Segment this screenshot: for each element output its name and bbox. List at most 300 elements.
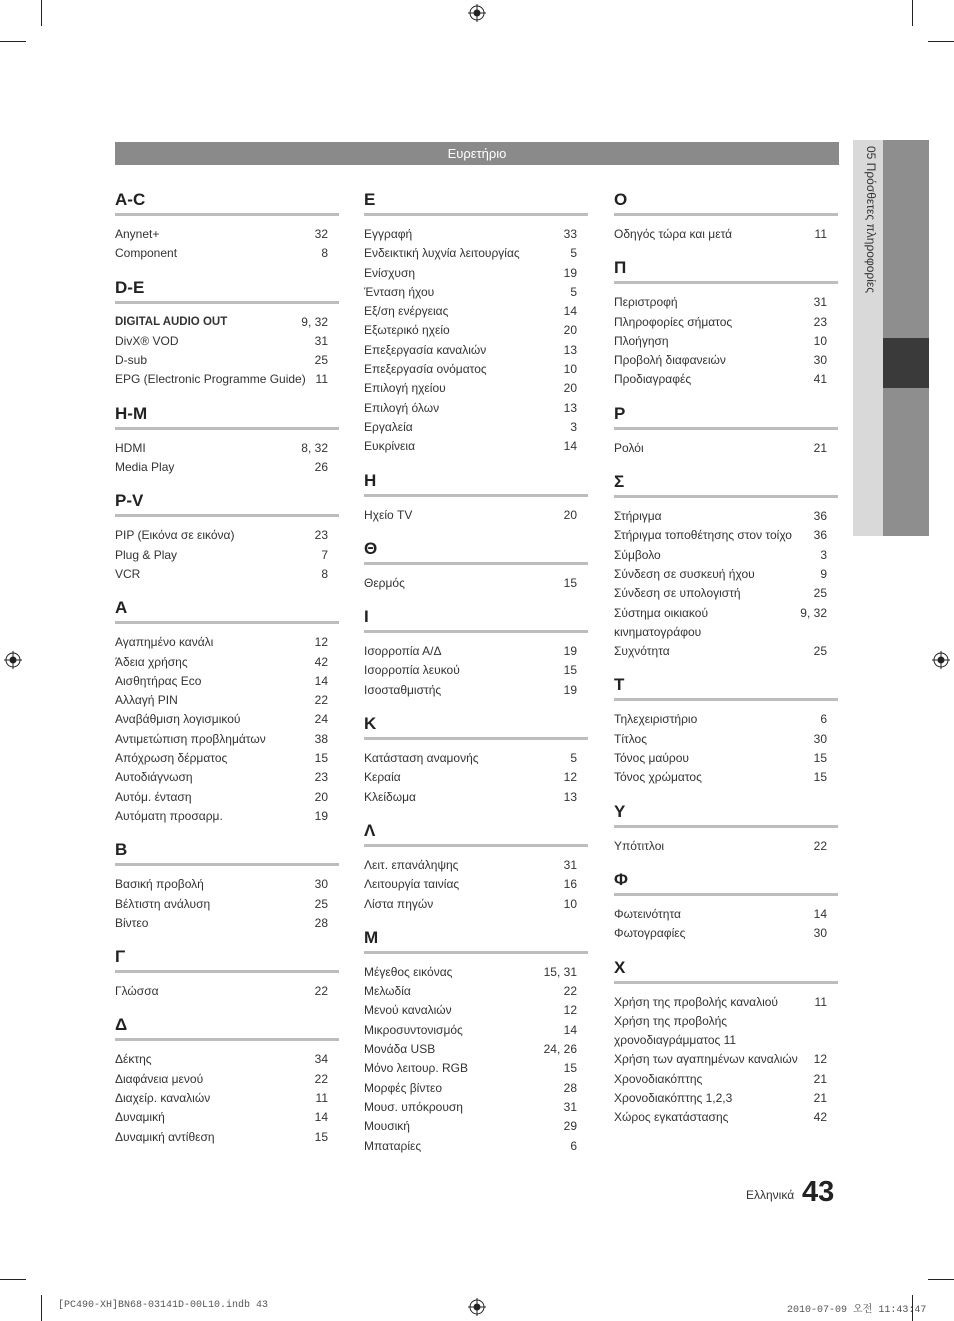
crop-mark [912, 0, 913, 26]
index-page-ref: 30 [813, 926, 827, 941]
index-entry [115, 313, 339, 332]
page-number: 43 [802, 1176, 835, 1208]
index-page-ref: 16 [563, 877, 577, 892]
index-page-ref: 14 [563, 304, 577, 319]
index-entry [364, 574, 588, 593]
index-term: Αυτόμ. ένταση [115, 789, 192, 804]
index-page-ref: 19 [563, 682, 577, 697]
index-page-ref: 10 [813, 333, 827, 348]
index-page-ref: 15, 31 [543, 964, 577, 979]
index-entry [115, 351, 339, 370]
index-term: Στήριγμα [614, 509, 662, 524]
index-entry [614, 642, 838, 661]
index-page-ref: 32 [314, 227, 328, 241]
index-entry [364, 1079, 588, 1098]
index-page-ref: 23 [813, 314, 827, 329]
index-section [364, 928, 588, 1156]
index-page-ref: 19 [563, 265, 577, 280]
index-entry [614, 1012, 838, 1051]
index-page-ref: 28 [314, 915, 328, 930]
index-term: Τόνος χρώματος [614, 770, 702, 785]
index-term: EPG (Electronic Programme Guide) [115, 372, 306, 387]
index-term: Επιλογή όλων [364, 400, 440, 415]
index-entry [364, 283, 588, 302]
index-term: Στήριγμα τοποθέτησης στον τοίχο [614, 528, 792, 543]
index-page-ref: 25 [813, 644, 827, 659]
index-entry [614, 439, 838, 458]
index-term: Σύνδεση σε υπολογιστή [614, 586, 741, 601]
index-entry [115, 982, 339, 1001]
crop-mark [41, 0, 42, 26]
index-term: Περιστροφή [614, 295, 678, 310]
index-entry [115, 458, 339, 477]
index-page-ref: 12 [563, 1003, 577, 1018]
crop-mark [0, 1279, 26, 1280]
registration-mark-icon [4, 651, 22, 669]
index-entry [614, 507, 838, 526]
index-entry [614, 351, 838, 370]
index-entry [364, 875, 588, 894]
index-entry [364, 661, 588, 680]
index-term: Φωτογραφίες [614, 926, 686, 941]
index-term: Ευκρίνεια [364, 439, 416, 454]
index-page-ref: 20 [563, 381, 577, 396]
index-page-ref: 23 [314, 528, 328, 543]
index-entry [115, 332, 339, 351]
index-section [364, 714, 588, 807]
index-section [614, 472, 838, 661]
index-entry [364, 321, 588, 340]
index-entry [364, 642, 588, 661]
index-page-ref: 14 [314, 1110, 328, 1125]
index-entry [364, 1117, 588, 1136]
index-term: Χρονοδιακόπτης [614, 1071, 703, 1086]
index-entry [614, 225, 838, 244]
index-page-ref: 36 [813, 509, 827, 524]
index-page-ref: 30 [813, 353, 827, 368]
index-page-ref: 24, 26 [543, 1042, 577, 1057]
index-page-ref: 14 [563, 439, 577, 454]
index-page-ref: 20 [563, 323, 577, 338]
section-heading: Λ [364, 821, 588, 847]
index-entry [115, 672, 339, 691]
index-entry [364, 244, 588, 263]
index-page-ref: 9, 32 [301, 314, 328, 329]
index-entry [115, 244, 339, 263]
index-term: Αγαπημένο κανάλι [115, 635, 214, 650]
index-section [614, 404, 838, 458]
section-heading: Ο [614, 190, 838, 216]
index-page-ref: 15 [813, 770, 827, 785]
index-page-ref: 15 [563, 575, 577, 590]
index-term: Εγγραφή [364, 227, 413, 241]
section-heading: Β [115, 840, 339, 866]
section-heading: Α [115, 598, 339, 624]
index-entry [614, 313, 838, 332]
section-heading: Σ [614, 472, 838, 498]
chapter-tab-active-marker [883, 338, 929, 388]
index-page-ref: 15 [314, 1129, 328, 1144]
index-entry [364, 418, 588, 437]
index-term: Βασική προβολή [115, 877, 204, 892]
index-entry [614, 905, 838, 924]
index-section [614, 258, 838, 389]
index-entry [364, 437, 588, 456]
index-term: Ισοσταθμιστής [364, 682, 442, 697]
section-heading: Γ [115, 947, 339, 973]
index-page-ref: 22 [813, 838, 827, 853]
index-entry [614, 604, 838, 643]
index-page-ref: 25 [314, 896, 328, 911]
index-section [364, 821, 588, 914]
index-entry [364, 302, 588, 321]
index-term: Γλώσσα [115, 984, 159, 999]
index-entry [614, 710, 838, 729]
index-page-ref: 21 [813, 1091, 827, 1106]
index-term: HDMI [115, 440, 146, 455]
index-page-ref: 21 [813, 440, 827, 455]
index-term: PIP (Εικόνα σε εικόνα) [115, 528, 235, 543]
index-term: Φωτεινότητα [614, 906, 681, 921]
index-entry [364, 379, 588, 398]
index-page-ref: 33 [563, 227, 577, 241]
index-page-ref: 31 [563, 857, 577, 872]
index-term: Component [115, 246, 178, 261]
index-section [614, 675, 838, 787]
index-entry [614, 546, 838, 565]
index-entry [115, 1050, 339, 1069]
index-section [614, 190, 838, 244]
index-term: Βέλτιστη ανάλυση [115, 896, 211, 911]
index-term: Χρήση της προβολής καναλιού [614, 994, 778, 1009]
index-page-ref: 14 [314, 673, 328, 688]
index-page-ref: 29 [563, 1119, 577, 1134]
index-page-ref: 31 [813, 295, 827, 310]
index-entry [115, 225, 339, 244]
index-term: Ισορροπία Α/Δ [364, 644, 442, 659]
index-entry [364, 895, 588, 914]
index-term: Μπαταρίες [364, 1138, 422, 1153]
index-section [115, 598, 339, 826]
index-page-ref: 14 [813, 906, 827, 921]
index-page-ref: 6 [570, 1138, 577, 1153]
index-term: Μόνο λειτουρ. RGB [364, 1061, 468, 1076]
section-heading: D-E [115, 278, 339, 304]
index-term: Απόχρωση δέρματος [115, 751, 228, 766]
index-entry [364, 856, 588, 875]
index-entry [614, 1070, 838, 1089]
index-entry [614, 332, 838, 351]
index-page-ref: 11 [814, 227, 827, 241]
index-term: Δυναμική αντίθεση [115, 1129, 215, 1144]
section-heading: Δ [115, 1015, 339, 1041]
index-page-ref: 19 [314, 808, 328, 823]
section-heading: Θ [364, 539, 588, 565]
index-entry [614, 993, 838, 1012]
index-term: Λίστα πηγών [364, 896, 434, 911]
index-term: Ρολόι [614, 440, 644, 455]
index-page-ref: 13 [563, 342, 577, 357]
index-term: Ενίσχυση [364, 265, 416, 280]
index-entry [364, 360, 588, 379]
index-entry [115, 1089, 339, 1108]
index-page-ref: 25 [314, 353, 328, 368]
index-term: Αλλαγή PIN [115, 693, 178, 708]
index-entry [614, 1089, 838, 1108]
index-page-ref: 15 [563, 1061, 577, 1076]
index-entry [364, 681, 588, 700]
index-term: Σύμβολο [614, 547, 661, 562]
index-page-ref: 41 [813, 372, 827, 387]
index-term: Οδηγός τώρα και μετά [614, 227, 733, 241]
index-term: Πληροφορίες σήματος [614, 314, 733, 329]
index-term: Ένταση ήχου [364, 284, 435, 299]
index-page-ref: 15 [563, 663, 577, 678]
section-heading: H-M [115, 404, 339, 430]
index-term: Συχνότητα [614, 644, 670, 659]
index-entry [115, 768, 339, 787]
index-page-ref: 20 [563, 507, 577, 522]
index-page-ref: 25 [813, 586, 827, 601]
index-term: Εξωτερικό ηχείο [364, 323, 450, 338]
index-page-ref: 15 [314, 751, 328, 766]
index-term: Αυτοδιάγνωση [115, 770, 193, 785]
index-term: Χρήση των αγαπημένων καναλιών [614, 1052, 798, 1067]
index-entry [614, 924, 838, 943]
footer-language: Ελληνικά [746, 1188, 795, 1202]
index-entry [115, 730, 339, 749]
index-page-ref: 11 [315, 372, 328, 387]
page-title: Ευρετήριο [115, 142, 839, 165]
index-column-3 [614, 190, 838, 1142]
index-entry [364, 749, 588, 768]
index-term: Μορφές βίντεο [364, 1080, 443, 1095]
index-term: Προβολή διαφανειών [614, 353, 726, 368]
index-entry [364, 788, 588, 807]
index-page-ref: 20 [314, 789, 328, 804]
registration-mark-icon [468, 1298, 486, 1316]
index-page-ref: 30 [813, 731, 827, 746]
index-term: Άδεια χρήσης [115, 654, 188, 669]
index-term: Δυναμική [115, 1110, 165, 1125]
index-term: Τίτλος [614, 731, 648, 746]
index-page-ref: 6 [820, 712, 827, 727]
index-term: Θερμός [364, 575, 405, 590]
print-slug-file: [PC490-XH]BN68-03141D-00L10.indb 43 [58, 1300, 269, 1311]
index-page-ref: 12 [813, 1052, 827, 1067]
index-page-ref: 8 [321, 566, 328, 581]
index-term: Αναβάθμιση λογισμικού [115, 712, 241, 727]
index-entry [115, 807, 339, 826]
index-page-ref: 12 [314, 635, 328, 650]
index-entry [115, 895, 339, 914]
index-page-ref: 23 [314, 770, 328, 785]
index-term: Υπότιτλοι [614, 838, 665, 853]
index-entry [614, 584, 838, 603]
section-heading: Ρ [614, 404, 838, 430]
index-term: Αντιμετώπιση προβλημάτων [115, 731, 266, 746]
index-entry [115, 1070, 339, 1089]
index-entry [614, 293, 838, 312]
index-entry [364, 982, 588, 1001]
index-entry [364, 1021, 588, 1040]
index-term: Επεξεργασία ονόματος [364, 362, 487, 377]
index-section [364, 471, 588, 525]
index-entry [614, 730, 838, 749]
index-page-ref: 9, 32 [800, 605, 827, 620]
section-heading: Χ [614, 958, 838, 984]
index-term: Αυτόματη προσαρμ. [115, 808, 223, 823]
index-page-ref: 10 [563, 362, 577, 377]
index-page-ref: 5 [570, 246, 577, 261]
index-term: VCR [115, 566, 141, 581]
index-entry [115, 691, 339, 710]
index-page-ref: 12 [563, 770, 577, 785]
index-entry [115, 875, 339, 894]
index-column-1 [115, 190, 339, 1161]
index-page-ref: 42 [314, 654, 328, 669]
index-term: Μενού καναλιών [364, 1003, 452, 1018]
index-entry [614, 370, 838, 389]
index-page-ref: 30 [314, 877, 328, 892]
index-page-ref: 34 [314, 1052, 328, 1067]
index-term: Χώρος εγκατάστασης [614, 1110, 729, 1125]
crop-mark [0, 41, 26, 42]
index-entry [115, 749, 339, 768]
index-entry [364, 341, 588, 360]
index-term: Χρονοδιακόπτης 1,2,3 [614, 1091, 733, 1106]
index-page-ref: 28 [563, 1080, 577, 1095]
index-page-ref: 10 [563, 896, 577, 911]
index-term: Εξ/ση ενέργειας [364, 304, 449, 319]
index-page-ref: 24 [314, 712, 328, 727]
index-entry [115, 788, 339, 807]
index-term: Επιλογή ηχείου [364, 381, 446, 396]
index-term: Τόνος μαύρου [614, 751, 689, 766]
index-entry [614, 526, 838, 545]
index-entry [364, 1137, 588, 1156]
index-section [115, 491, 339, 584]
section-heading: Κ [364, 714, 588, 740]
index-section [115, 1015, 339, 1146]
crop-mark [928, 1279, 954, 1280]
index-page-ref: 22 [563, 984, 577, 999]
index-term: Μονάδα USB [364, 1042, 436, 1057]
index-entry [364, 963, 588, 982]
index-page-ref: 31 [563, 1099, 577, 1114]
index-term: Λειτ. επανάληψης [364, 857, 459, 872]
index-page-ref: 11 [315, 1091, 328, 1106]
index-term: DivX® VOD [115, 333, 179, 348]
index-page-ref: 14 [563, 1022, 577, 1037]
index-term: Επεξεργασία καναλιών [364, 342, 487, 357]
index-entry [614, 837, 838, 856]
index-section [115, 840, 339, 933]
index-term: Plug & Play [115, 547, 178, 562]
index-term: Μικροσυντονισμός [364, 1022, 463, 1037]
index-term: Αισθητήρας Eco [115, 673, 202, 688]
section-heading: Ι [364, 607, 588, 633]
index-term: Κατάσταση αναμονής [364, 751, 479, 766]
index-entry [115, 1108, 339, 1127]
registration-mark-icon [932, 651, 950, 669]
index-page-ref: 15 [813, 751, 827, 766]
index-entry [364, 506, 588, 525]
section-heading: Φ [614, 870, 838, 896]
index-entry [115, 633, 339, 652]
index-page-ref: 13 [563, 400, 577, 415]
index-entry [115, 710, 339, 729]
index-entry [614, 749, 838, 768]
index-term: Media Play [115, 460, 175, 475]
index-page-ref: 5 [570, 751, 577, 766]
index-column-2 [364, 190, 588, 1170]
index-term: Χρήση της προβολής χρονοδιαγράμματος 11 [614, 1013, 737, 1048]
section-heading: P-V [115, 491, 339, 517]
section-heading: Τ [614, 675, 838, 701]
index-page-ref: 8 [321, 246, 328, 261]
index-entry [115, 565, 339, 584]
index-section [364, 190, 588, 457]
index-entry [115, 653, 339, 672]
index-page-ref: 22 [314, 984, 328, 999]
index-term: DIGITAL AUDIO OUT [115, 315, 228, 328]
index-section [364, 539, 588, 593]
crop-mark [41, 1295, 42, 1321]
index-term: D-sub [115, 353, 148, 368]
index-section [614, 802, 838, 856]
registration-mark-icon [468, 4, 486, 22]
index-term: Ηχείο TV [364, 507, 413, 522]
index-term: Εργαλεία [364, 419, 413, 434]
index-term: Μουσική [364, 1119, 410, 1134]
index-term: Πλοήγηση [614, 333, 669, 348]
index-page-ref: 5 [570, 284, 577, 299]
index-page-ref: 21 [813, 1071, 827, 1086]
index-term: Λειτουργία ταινίας [364, 877, 460, 892]
index-page-ref: 9 [820, 566, 827, 581]
index-term: Μελωδία [364, 984, 411, 999]
index-entry [364, 768, 588, 787]
index-term: Τηλεχειριστήριο [614, 712, 698, 727]
index-term: Διαχείρ. καναλιών [115, 1091, 211, 1106]
index-term: Διαφάνεια μενού [115, 1071, 204, 1086]
index-page-ref: 19 [563, 644, 577, 659]
index-entry [364, 399, 588, 418]
index-page-ref: 26 [314, 460, 328, 475]
index-section [614, 958, 838, 1128]
section-heading: A-C [115, 190, 339, 216]
index-page-ref: 13 [563, 789, 577, 804]
index-section [115, 190, 339, 264]
index-page-ref: 38 [314, 731, 328, 746]
index-page-ref: 22 [314, 693, 328, 708]
index-term: Βίντεο [115, 915, 149, 930]
section-heading: Ε [364, 190, 588, 216]
section-heading: Π [614, 258, 838, 284]
index-term: Σύνδεση σε συσκευή ήχου [614, 566, 755, 581]
index-entry [614, 1050, 838, 1069]
index-term: Μουσ. υπόκρουση [364, 1099, 463, 1114]
index-page-ref: 22 [314, 1071, 328, 1086]
index-entry [115, 370, 339, 389]
index-entry [115, 914, 339, 933]
index-page-ref: 7 [321, 547, 328, 562]
index-term: Anynet+ [115, 227, 160, 241]
chapter-tab-label: 05 Πρόσθετες πληροφορίες [864, 146, 878, 294]
index-entry [364, 1098, 588, 1117]
print-slug-date: 2010-07-09 오전 11:43:47 [787, 1305, 927, 1316]
